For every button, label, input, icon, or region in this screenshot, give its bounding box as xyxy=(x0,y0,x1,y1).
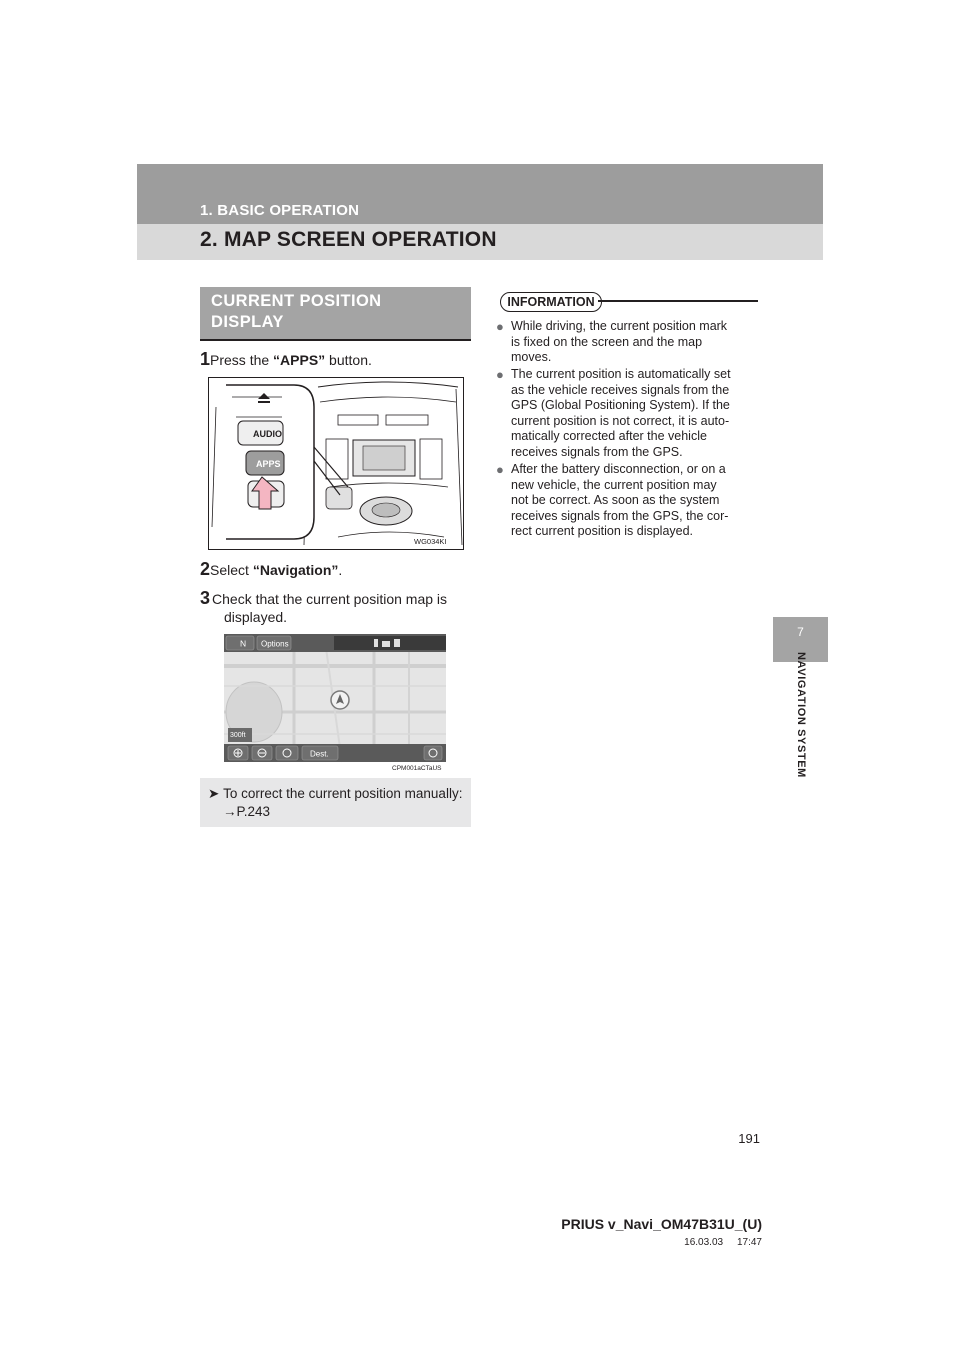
dashboard-illustration xyxy=(208,377,464,550)
step-3-line2: displayed. xyxy=(224,609,288,625)
info-bullet-2: ● The current position is automatically set as the vehicle receives signals from the GPS (Global Positioning System). If the current position is not correct, it is auto- matically corrected after the vehicle receives signals from the GPS. xyxy=(496,367,731,459)
subsection-underline xyxy=(200,339,471,341)
step-3 xyxy=(200,588,447,609)
step-button-name: “Navigation” xyxy=(252,562,339,578)
step-text-post: button. xyxy=(325,352,372,368)
note-line1 xyxy=(208,786,462,802)
note-bullet-icon: ➤ xyxy=(208,786,220,801)
step-2 xyxy=(200,559,342,580)
audio-button-label: AUDIO xyxy=(253,429,282,439)
bullet-icon: ● xyxy=(496,367,504,382)
step-text-line1: Check that the current position map is xyxy=(212,591,448,607)
page-reference-link[interactable]: P.243 xyxy=(236,804,271,819)
step-text-post: . xyxy=(338,562,343,578)
step-1 xyxy=(200,349,372,370)
step-number: 1 xyxy=(200,349,211,369)
step-number: 2 xyxy=(200,559,211,579)
step-number: 3 xyxy=(200,588,211,608)
information-tag: INFORMATION xyxy=(500,292,602,312)
chapter-label: NAVIGATION SYSTEM xyxy=(795,652,807,778)
info-bullet-1: ● While driving, the current position mark is fixed on the screen and the map moves. xyxy=(496,319,728,364)
note-text: To correct the current position manually: xyxy=(223,786,463,801)
step-button-name: “APPS” xyxy=(273,352,326,368)
note-line2[interactable] xyxy=(223,804,270,819)
page-number: 191 xyxy=(738,1131,760,1146)
timestamp: 16.03.03 17:47 xyxy=(684,1237,762,1248)
subsection-title-line1: CURRENT POSITION xyxy=(211,292,382,310)
figure-code: CPM001aCTaUS xyxy=(392,765,442,772)
apps-button-label: APPS xyxy=(256,459,281,469)
section-heading: 1. BASIC OPERATION xyxy=(200,202,360,219)
step-text-pre: Press the xyxy=(210,352,274,368)
page-title: 2. MAP SCREEN OPERATION xyxy=(200,228,497,251)
bullet-icon: ● xyxy=(496,319,504,334)
step-text-pre: Select xyxy=(210,562,253,578)
arrow-right-icon: → xyxy=(223,804,237,819)
information-rule xyxy=(598,300,758,302)
info-bullet-3: ● After the battery disconnection, or on a new vehicle, the current position may not be correct. As soon as the system receives signals from the GPS, the cor- rect current position is displayed. xyxy=(496,462,729,538)
north-button-label: N xyxy=(240,638,247,649)
dest-button-label: Dest. xyxy=(310,749,329,759)
scale-label: 300ft xyxy=(230,732,246,739)
navigation-screen-illustration xyxy=(224,634,446,772)
options-button-label: Options xyxy=(261,639,289,649)
chapter-number: 7 xyxy=(797,625,804,639)
bullet-icon: ● xyxy=(496,462,504,477)
figure-code: WG034KI xyxy=(414,537,447,546)
subsection-title-line2: DISPLAY xyxy=(211,313,284,331)
document-id: PRIUS v_Navi_OM47B31U_(U) xyxy=(561,1216,762,1232)
